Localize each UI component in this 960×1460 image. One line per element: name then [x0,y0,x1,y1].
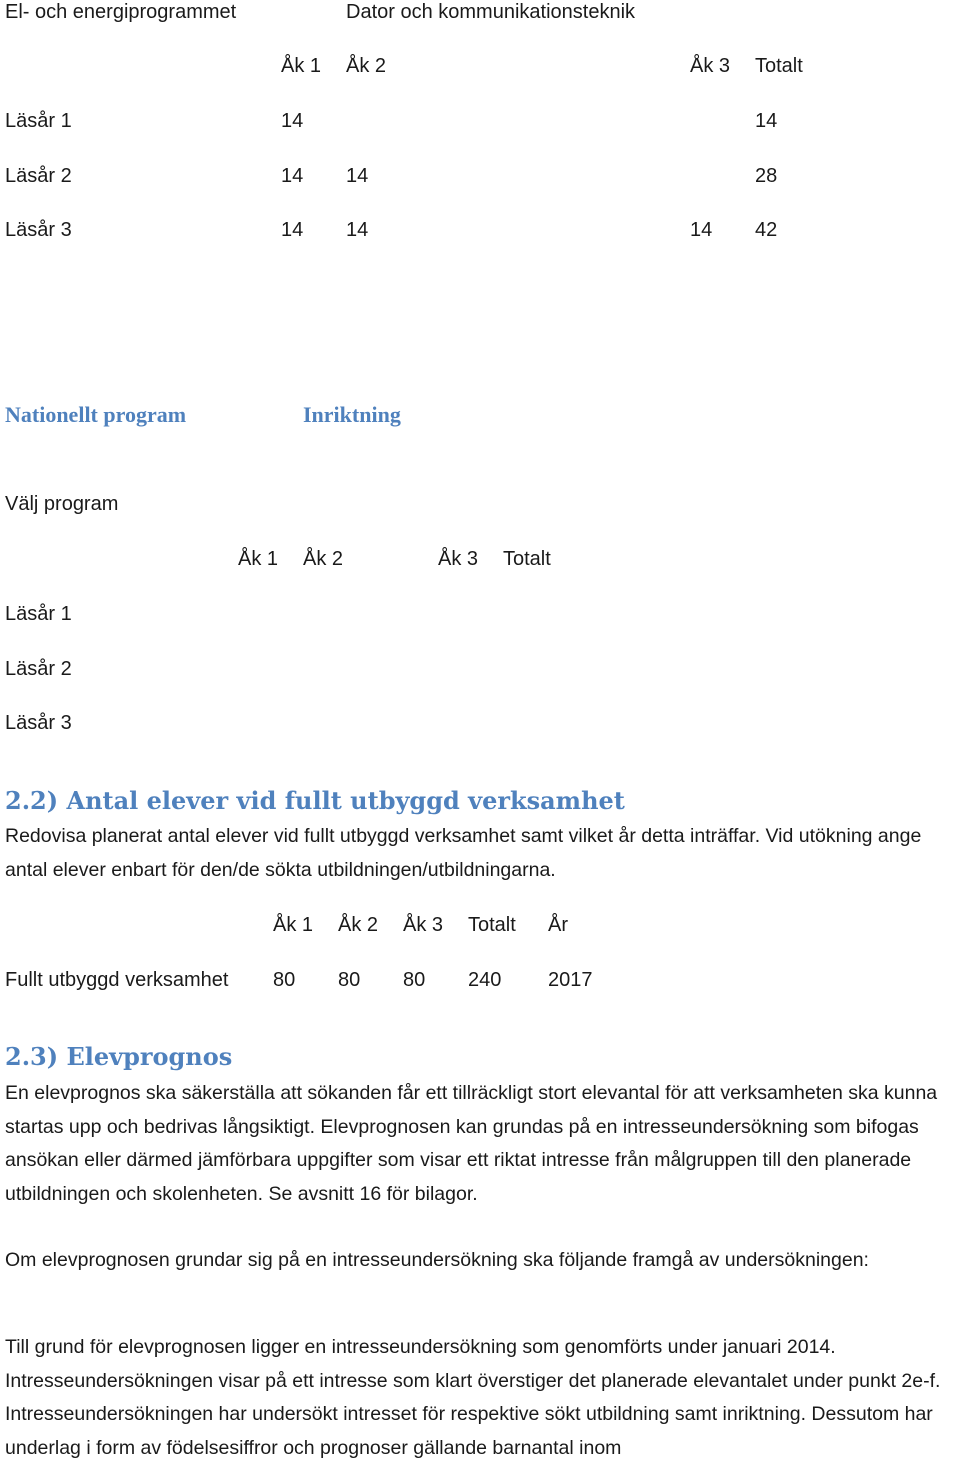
program-name: El- och energiprogrammet [5,1,237,23]
column-header-ak3: Åk 3 [690,55,731,77]
column-header-ak3: Åk 3 [403,914,444,936]
row-label: Läsår 2 [5,658,72,680]
row-label: Läsår 3 [5,712,72,734]
column-header-ak2: Åk 2 [303,548,344,570]
cell-ak2: 14 [346,219,369,241]
cell-total: 42 [755,219,778,241]
row-label: Läsår 1 [5,603,72,625]
column-header-year: År [548,914,568,936]
column-header-ak3: Åk 3 [438,548,479,570]
row-label: Läsår 3 [5,219,72,241]
cell-ak2: 14 [346,165,369,187]
section-2-3-title: 2.3) Elevprognos [5,1042,233,1071]
cell-ak1: 80 [273,969,296,991]
section-2-2-text: Redovisa planerat antal elever vid fullt utbyggd verksamhet samt vilket år detta inträffar. Vid utökning ange antal elever enbart för den/de sökta utbildningen/utbildningarna. [5,825,922,881]
cell-ak2: 80 [338,969,361,991]
cell-ak1: 14 [281,110,304,132]
cell-total: 28 [755,165,778,187]
column-header-ak2: Åk 2 [338,914,379,936]
national-program-heading: Nationellt program [5,402,187,427]
section-2-3-paragraph-2: Om elevprognosen grundar sig på en intresseundersökning ska följande framgå av undersökningen: [5,1249,869,1271]
cell-year: 2017 [548,969,593,991]
cell-ak3: 14 [690,219,713,241]
column-header-total: Totalt [755,55,803,77]
column-header-total: Totalt [503,548,551,570]
cell-ak3: 80 [403,969,426,991]
row-label: Läsår 2 [5,165,72,187]
cell-ak1: 14 [281,165,304,187]
section-2-3-paragraph-3: Till grund för elevprognosen ligger en intresseundersökning som genomförts under januari 2014. Intresseundersökningen visar på ett intresse som klart överstiger det planerade elevantalet under punkt 2e-f. Intresseundersökningen har undersökt intresset för respektive sökt utbildning samt inriktning. Dessutom har underlag i form av födelsesiffror och prognoser gällande barnantal inom [5,1336,941,1459]
section-2-3-paragraph-1: En elevprognos ska säkerställa att sökanden får ett tillräckligt stort elevantal för att verksamheten ska kunna startas upp och bedrivas långsiktigt. Elevprognosen kan grundas på en intresseundersökning som bifogas ansökan eller därmed jämförbara uppgifter som visar ett riktat intresse från målgruppen till den planerade utbildningen och skolenheten. Se avsnitt 16 för bilagor. [5,1082,938,1205]
section-2-2-title: 2.2) Antal elever vid fullt utbyggd verksamhet [5,786,625,815]
orientation-heading: Inriktning [303,402,401,427]
column-header-total: Totalt [468,914,516,936]
cell-total: 14 [755,110,778,132]
row-label: Läsår 1 [5,110,72,132]
column-header-ak1: Åk 1 [273,914,314,936]
cell-ak1: 14 [281,219,304,241]
column-header-ak1: Åk 1 [238,548,279,570]
column-header-ak1: Åk 1 [281,55,322,77]
orientation-name: Dator och kommunikationsteknik [346,1,636,23]
row-label: Fullt utbyggd verksamhet [5,969,229,991]
choose-program-field[interactable]: Välj program [5,493,119,515]
column-header-ak2: Åk 2 [346,55,387,77]
cell-total: 240 [468,969,502,991]
